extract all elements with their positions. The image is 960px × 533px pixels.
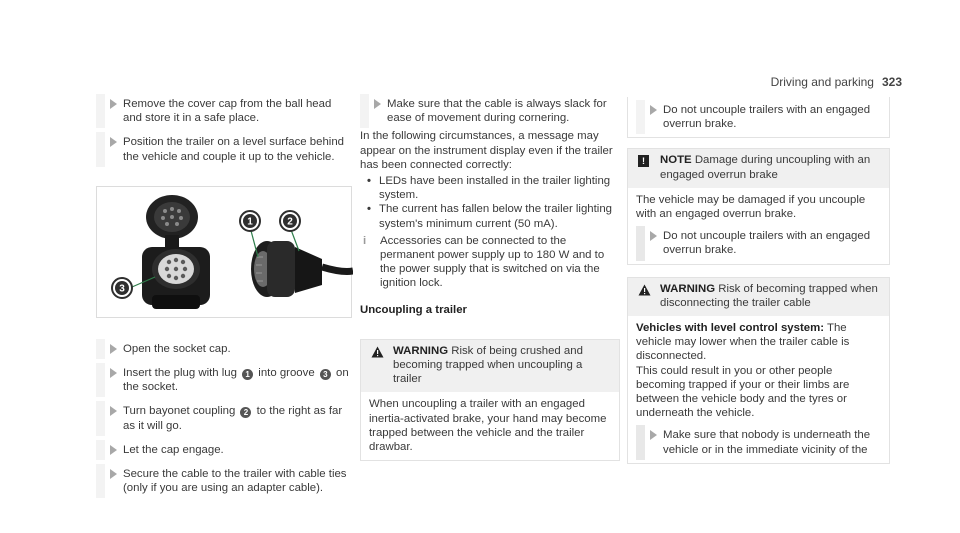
- step-turn-coupling: Turn bayonet coupling 2 to the right as far as it will go.: [96, 404, 352, 432]
- warning-triangle-icon: [371, 346, 384, 358]
- step-cable-slack: Make sure that the cable is always slack for ease of movement during cornering.: [360, 97, 620, 125]
- step-open-cap: Open the socket cap.: [96, 342, 352, 356]
- step-cap-engage: Let the cap engage.: [96, 443, 352, 457]
- svg-text:3: 3: [119, 283, 125, 295]
- info-icon: i: [363, 234, 367, 247]
- level-control-keyword: Vehicles with level control system:: [636, 322, 825, 335]
- step-arrow-icon: [110, 469, 117, 479]
- section-title: Driving and parking: [770, 75, 874, 89]
- warning-label: WARNING: [660, 282, 716, 295]
- callout-ref-1: 1: [242, 369, 253, 380]
- step-arrow-icon: [650, 105, 657, 115]
- callout-3: [112, 278, 132, 298]
- step-arrow-icon: [110, 445, 117, 455]
- step-arrow-icon: [650, 430, 657, 440]
- warning-box-crushed: [360, 339, 620, 461]
- column-left: [96, 97, 352, 505]
- step-remove-cap: Remove the cover cap from the ball head and store it in a safe place.: [96, 97, 352, 125]
- warning-title: Risk of becoming trapped when disconnecting the trailer cable: [660, 282, 878, 309]
- step-position-trailer: Position the trailer on a level surface behind the vehicle and couple it up to the vehicle.: [96, 135, 352, 163]
- step-arrow-icon: [110, 137, 117, 147]
- warning-label: WARNING: [393, 344, 449, 357]
- step-no-uncouple-2: Do not uncouple trailers with an engaged overrun brake.: [636, 229, 881, 257]
- column-middle: [360, 97, 620, 461]
- step-insert-plug: Insert the plug with lug 1 into groove 3 on the socket.: [96, 366, 352, 394]
- warning-triangle-icon: [638, 284, 651, 296]
- socket-illustration: [96, 186, 352, 318]
- step-nobody-underneath: Make sure that nobody is underneath the vehicle or in the immediate vicinity of the: [636, 428, 881, 456]
- warning-header: [361, 340, 619, 393]
- notice-title: Damage during uncoupling with an engaged overrun brake: [660, 154, 871, 181]
- info-note: i Accessories can be connected to the permanent power supply up to 180 W and to the power supply that is switched on via the ignition lock.: [363, 234, 605, 290]
- callout-2: [280, 211, 300, 231]
- continued-step-box: [627, 97, 890, 138]
- warning-body: When uncoupling a trailer with an engaged inertia-activated brake, your hand may become trapped between the vehicle and the trailer drawbar.: [369, 398, 607, 454]
- circumstances-list: [360, 174, 620, 231]
- socket-plug-icon: [97, 187, 353, 317]
- step-arrow-icon: [110, 99, 117, 109]
- column-right: [627, 97, 890, 464]
- notice-label: NOTE: [660, 154, 692, 167]
- exclamation-icon: !: [638, 155, 649, 167]
- callout-1: [240, 211, 260, 231]
- warning-title: Risk of being crushed and becoming trapped when uncoupling a trailer: [393, 344, 583, 386]
- page-number: 323: [881, 75, 902, 89]
- step-arrow-icon: [110, 406, 117, 416]
- svg-text:1: 1: [247, 216, 253, 228]
- step-arrow-icon: [650, 231, 657, 241]
- svg-text:2: 2: [287, 216, 293, 228]
- list-item: • The current has fallen below the trailer lighting system's minimum current (50 mA).: [360, 202, 620, 230]
- warning-body-1: Vehicles with level control system: The vehicle may lower when the trailer cable is disconnected.: [636, 322, 850, 363]
- section-heading-uncoupling: Uncoupling a trailer: [360, 303, 467, 316]
- warning-box-trapped: [627, 277, 890, 464]
- callout-ref-2: 2: [240, 407, 251, 418]
- notice-box-damage: [627, 148, 890, 264]
- warning-body-2: This could result in you or other people becoming trapped if your or their limbs are between the vehicle body and the tyres or underneath the vehicle.: [636, 364, 850, 420]
- step-arrow-icon: [110, 344, 117, 354]
- step-no-uncouple: Do not uncouple trailers with an engaged overrun brake.: [636, 103, 881, 131]
- step-arrow-icon: [110, 368, 117, 378]
- list-item: • LEDs have been installed in the trailer lighting system.: [360, 174, 620, 202]
- notice-body: The vehicle may be damaged if you uncouple with an engaged overrun brake.: [636, 193, 866, 221]
- step-secure-cable: Secure the cable to the trailer with cable ties (only if you are using an adapter cable).: [96, 467, 352, 495]
- warning-header: [628, 278, 889, 316]
- running-header: [771, 75, 902, 89]
- callout-ref-3: 3: [320, 369, 331, 380]
- socket-base-shape: [152, 295, 200, 309]
- notice-header: [628, 149, 889, 187]
- step-arrow-icon: [374, 99, 381, 109]
- circumstances-intro: In the following circumstances, a message may appear on the instrument display even if the trailer has been connected correctly:: [360, 130, 613, 171]
